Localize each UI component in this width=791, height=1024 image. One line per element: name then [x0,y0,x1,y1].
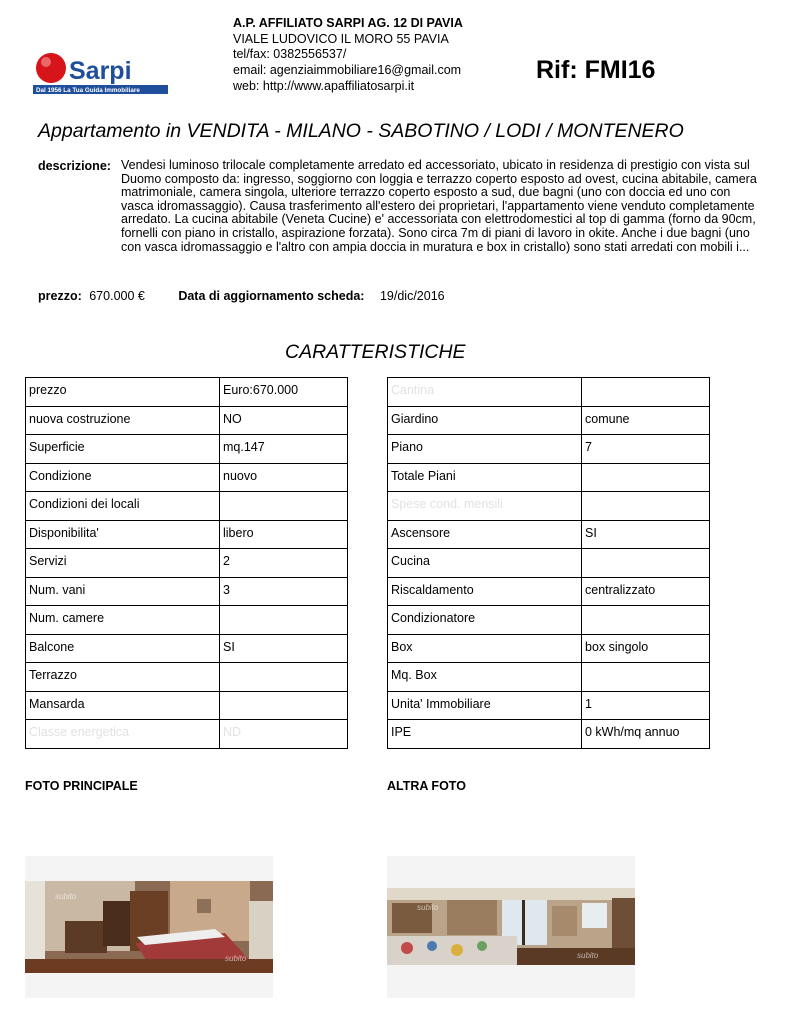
feature-key: Num. vani [26,577,220,606]
feature-value [582,463,710,492]
feature-row [26,492,348,521]
price-row [38,289,445,303]
feature-key: Classe energetica [26,720,220,749]
feature-value: 0 kWh/mq annuo [582,720,710,749]
main-photo [25,881,273,973]
reference-code: Rif: FMI16 [536,56,656,84]
feature-value [220,606,348,635]
feature-key: Num. camere [26,606,220,635]
section-title: CARATTERISTICHE [285,341,466,363]
feature-row [26,606,348,635]
feature-key: Terrazzo [26,663,220,692]
feature-key: Disponibilita' [26,520,220,549]
features-table-right [387,377,710,749]
updated-label: Data di aggiornamento scheda: [178,289,365,303]
agency-info [233,16,463,95]
feature-key: Condizionatore [388,606,582,635]
feature-value: SI [220,634,348,663]
price-label: prezzo: [38,289,82,303]
sarpi-logo [33,50,171,96]
feature-key: Mansarda [26,691,220,720]
feature-key: Riscaldamento [388,577,582,606]
feature-key: Balcone [26,634,220,663]
feature-row [26,549,348,578]
feature-value: nuovo [220,463,348,492]
feature-value [582,378,710,407]
main-photo-watermark-1: subito [55,892,77,901]
feature-row [388,463,710,492]
feature-key: Cucina [388,549,582,578]
feature-value [582,549,710,578]
feature-row [388,720,710,749]
feature-row [388,577,710,606]
feature-key: Servizi [26,549,220,578]
description-text: Vendesi luminoso trilocale completamente arredato ed accessoriato, ubicato in residenza di prestigio con vista sul Duomo composto da: ingresso, soggiorno con loggia e terrazzo coperto esposto ad ovest, cucina abitabile, camera matrimoniale, camera singola, ulteriore terrazzo coperto esposto a sud, due bagni (uno con doccia ed uno con vasca idromassaggio). Causa trasferimento all'estero dei proprietari, l'appartamento viene venduto completamente arredato. La cucina abitabile (Veneta Cucine) e' accessoriata con elettrodomestici al top di gamma (forno da 90cm, fornelli con piano in cristallo, aspirazione forzata). Sono circa 7m di piani di lavoro in okite. Anche i due bagni (uno con vasca idromassaggio e l'altro con ampia doccia in muratura e box in cristallo) sono stati arredati con mobili i... [121,158,757,254]
feature-row [388,634,710,663]
main-photo-label: FOTO PRINCIPALE [25,779,138,793]
feature-row [388,378,710,407]
feature-key: Ascensore [388,520,582,549]
feature-value: 1 [582,691,710,720]
other-photo-watermark-2: subito [577,951,599,960]
feature-key: Condizione [26,463,220,492]
agency-web: web: http://www.apaffiliatosarpi.it [233,78,415,93]
feature-row [26,663,348,692]
feature-row [26,520,348,549]
feature-value: box singolo [582,634,710,663]
feature-key: nuova costruzione [26,406,220,435]
feature-row [26,691,348,720]
feature-row [388,691,710,720]
feature-key: IPE [388,720,582,749]
feature-value: NO [220,406,348,435]
feature-row [26,463,348,492]
feature-key: Totale Piani [388,463,582,492]
feature-value: comune [582,406,710,435]
feature-value: SI [582,520,710,549]
feature-value: mq.147 [220,435,348,464]
description-label: descrizione: [38,159,111,173]
feature-key: Box [388,634,582,663]
other-photo-frame [387,856,635,998]
feature-row [388,663,710,692]
feature-value: 3 [220,577,348,606]
other-photo-watermark-1: subito [417,903,439,912]
main-photo-watermark-2: subito [225,954,247,963]
feature-key: Cantina [388,378,582,407]
other-photo [387,888,635,965]
main-photo-frame [25,856,273,998]
feature-value [220,691,348,720]
feature-row [26,435,348,464]
feature-key: Superficie [26,435,220,464]
logo-text: Sarpi [69,57,132,85]
agency-email: email: agenziaimmobiliare16@gmail.com [233,63,462,78]
feature-row [388,606,710,635]
feature-row [388,406,710,435]
feature-row [388,520,710,549]
feature-value: centralizzato [582,577,710,606]
features-table-left [25,377,348,749]
feature-value [582,606,710,635]
feature-row [26,577,348,606]
feature-key: Mq. Box [388,663,582,692]
feature-row [26,406,348,435]
feature-value: Euro:670.000 [220,378,348,407]
feature-value [220,663,348,692]
logo-tagline: Dal 1956 La Tua Guida Immobiliare [36,87,140,94]
feature-key: Unita' Immobiliare [388,691,582,720]
agency-name: A.P. AFFILIATO SARPI AG. 12 DI PAVIA [233,16,463,30]
feature-row [26,378,348,407]
feature-value: libero [220,520,348,549]
price-value: 670.000 € [89,289,145,303]
feature-row [26,720,348,749]
feature-value: 2 [220,549,348,578]
feature-row [388,549,710,578]
feature-value [220,492,348,521]
feature-value [582,663,710,692]
feature-row [388,492,710,521]
feature-key: prezzo [26,378,220,407]
feature-key: Giardino [388,406,582,435]
feature-key: Spese cond. mensili [388,492,582,521]
feature-key: Piano [388,435,582,464]
feature-row [388,435,710,464]
updated-value: 19/dic/2016 [379,289,445,303]
agency-address: VIALE LUDOVICO IL MORO 55 PAVIA [233,31,449,46]
feature-row [26,634,348,663]
feature-value: ND [220,720,348,749]
feature-key: Condizioni dei locali [26,492,220,521]
agency-phone: tel/fax: 0382556537/ [233,47,347,62]
listing-title: Appartamento in VENDITA - MILANO - SABOTINO / LODI / MONTENERO [38,120,684,142]
feature-value [582,492,710,521]
other-photo-label: ALTRA FOTO [387,779,466,793]
feature-value: 7 [582,435,710,464]
